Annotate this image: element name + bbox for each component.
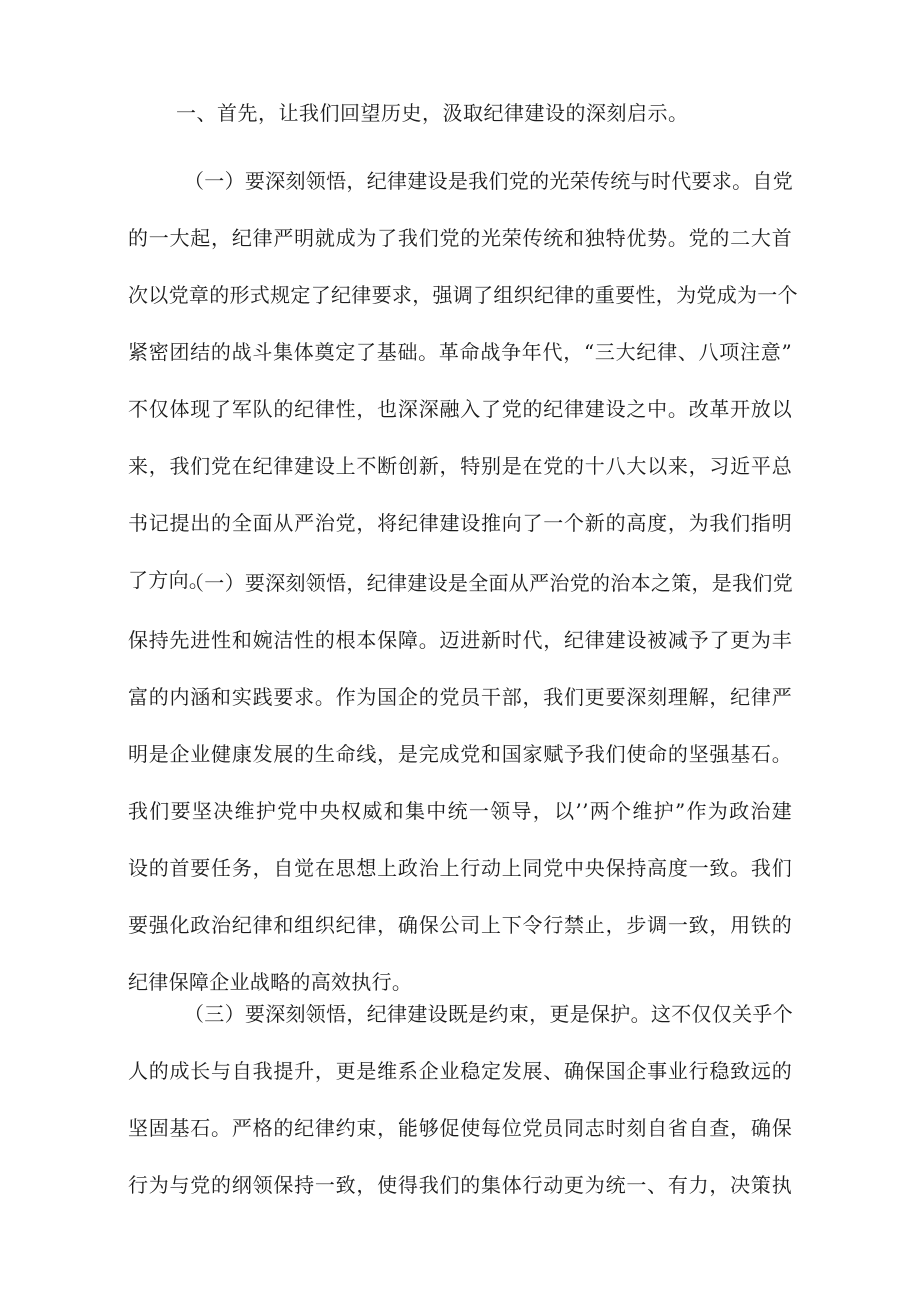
paragraph-line: 明是企业健康发展的生命线，是完成党和国家赋予我们使命的坚强基石。 [128, 742, 792, 766]
paragraph-3 [128, 986, 792, 1214]
paragraph-line: 我们要坚决维护党中央权威和集中统一领导，以’’两个维护”作为政治建 [128, 799, 792, 823]
paragraph-line: 人的成长与自我提升，更是维系企业稳定发展、确保国企事业行稳致远的 [128, 1059, 792, 1083]
paragraph-line: 的一大起，纪律严明就成为了我们党的光荣传统和独特优势。党的二大首 [128, 226, 792, 250]
paragraph-line: 来，我们党在纪律建设上不断创新，特别是在党的十八大以来，习近平总 [128, 454, 792, 478]
paragraph-line: （一）要深刻领悟，纪律建设是我们党的光荣传统与时代要求。自党 [184, 169, 793, 193]
paragraph-line: 设的首要任务，自觉在思想上政治上行动上同党中央保持高度一致。我们 [128, 856, 792, 880]
paragraph-line: 要强化政治纪律和组织纪律，确保公司上下令行禁止，步调一致，用铁的 [128, 913, 792, 937]
paragraph-line: 了方向。 [128, 568, 210, 592]
paragraph-1 [128, 153, 798, 609]
paragraph-line: 次以党章的形式规定了纪律要求，强调了组织纪律的重要性，为党成为一个 [128, 283, 798, 307]
paragraph-line: 紧密团结的战斗集体奠定了基础。革命战争年代，“三大纪律、八项注意” [128, 340, 792, 364]
paragraph-line: 不仅体现了军队的纪律性，也深深融入了党的纪律建设之中。改革开放以 [128, 397, 792, 421]
paragraph-line: 坚固基石。严格的纪律约束，能够促使每位党员同志时刻自省自查，确保 [128, 1116, 792, 1140]
paragraph-line: （三）要深刻领悟，纪律建设既是约束，更是保护。这不仅仅关乎个 [184, 1002, 793, 1026]
paragraph-line: 书记提出的全面从严治党，将纪律建设推向了一个新的高度，为我们指明 [128, 511, 792, 535]
section-heading: 一、首先，让我们回望历史，汲取纪律建设的深刻启示。 [176, 101, 689, 125]
paragraph-line: 保持先进性和婉洁性的根本保障。迈进新时代，纪律建设被减予了更为丰 [128, 628, 792, 652]
paragraph-line: 富的内涵和实践要求。作为国企的党员干部，我们更要深刻理解，纪律严 [128, 685, 792, 709]
paragraph-line: 行为与党的纲领保持一致，使得我们的集体行动更为统一、有力，决策执 [128, 1173, 792, 1197]
paragraph-line: 纪律保障企业战略的高效执行。 [128, 970, 413, 994]
paragraph-2 [128, 555, 792, 1011]
paragraph-line: （一）要深刻领悟，纪律建设是全面从严治党的治本之策，是我们党 [184, 571, 793, 595]
